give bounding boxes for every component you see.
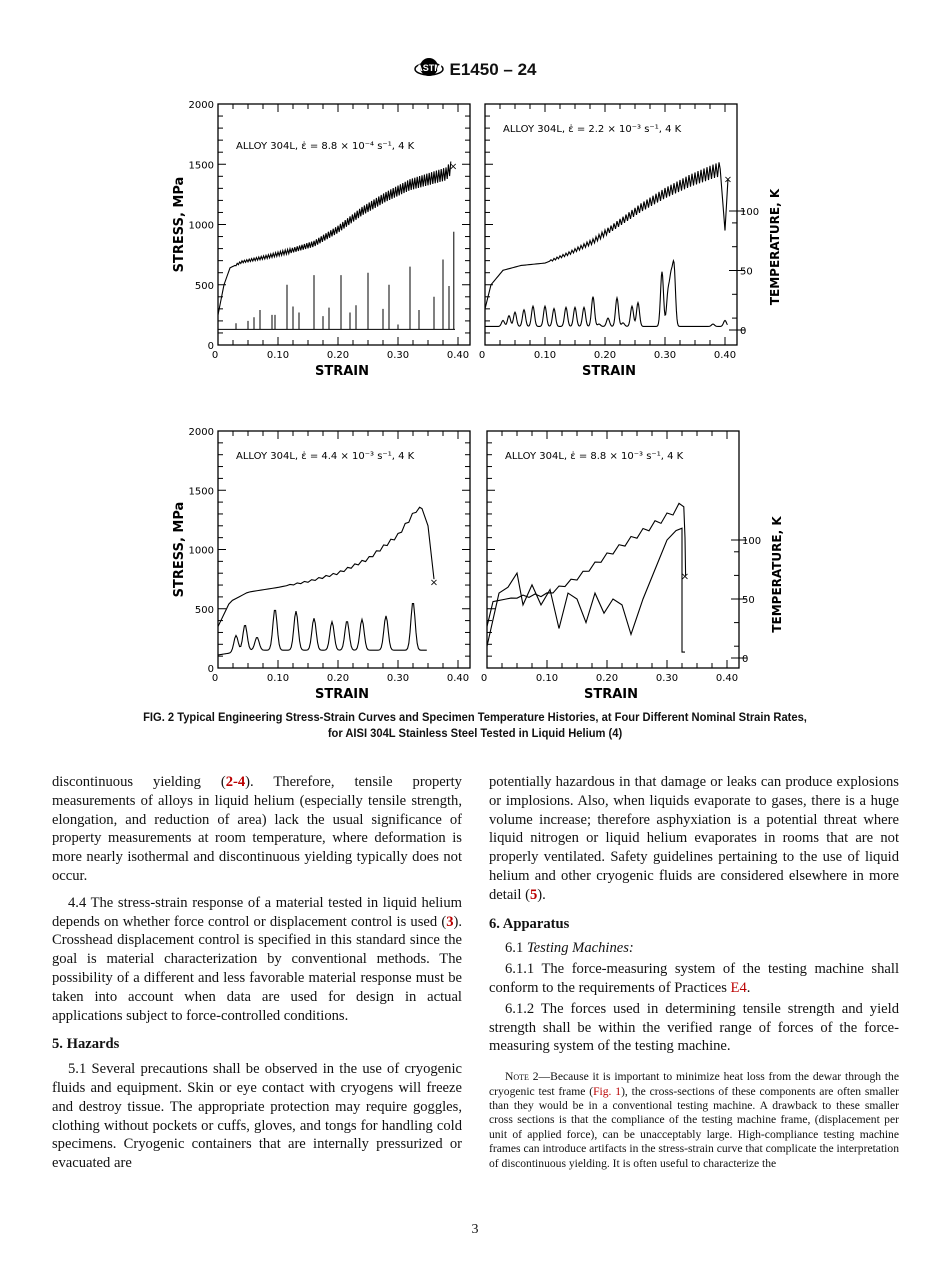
curve-annotation: ALLOY 304L, ε̇ = 2.2 × 10⁻³ s⁻¹, 4 K <box>503 124 682 135</box>
y2-tick-label: 100 <box>740 207 760 218</box>
figure-caption <box>70 709 879 741</box>
reference-link[interactable]: 5 <box>529 886 538 903</box>
fracture-mark: × <box>449 161 458 173</box>
x-tick-label: 0.10 <box>535 673 559 684</box>
reference-link[interactable]: 3 <box>446 913 454 930</box>
x-tick-label: 0 <box>211 350 219 361</box>
y-axis-label: STRESS, MPa <box>172 176 187 273</box>
y2-tick-label: 0 <box>742 654 749 665</box>
plot-frame <box>485 104 737 345</box>
plot-frame <box>487 431 739 668</box>
y-tick-label: 500 <box>194 280 214 292</box>
section-heading-apparatus: 6. Apparatus <box>489 915 570 932</box>
fracture-mark: × <box>723 174 733 186</box>
x-tick-label: 0.20 <box>595 673 619 684</box>
x-tick-label: 0 <box>478 350 486 361</box>
x-tick-label: 0.10 <box>266 350 290 361</box>
curve-annotation: ALLOY 304L, ε̇ = 4.4 × 10⁻³ s⁻¹, 4 K <box>236 451 415 462</box>
caption-line: for AISI 304L Stainless Steel Tested in Liquid Helium (4) <box>327 726 623 740</box>
x-tick-label: 0 <box>480 673 488 684</box>
x-tick-label: 0.10 <box>266 673 290 684</box>
svg-text:ASTM: ASTM <box>415 63 442 73</box>
fracture-mark: × <box>429 577 439 589</box>
x-tick-label: 0.30 <box>653 350 677 361</box>
y-tick-label: 2000 <box>188 100 214 111</box>
y2-tick-label: 100 <box>742 536 762 547</box>
curve-annotation: ALLOY 304L, ε̇ = 8.8 × 10⁻⁴ s⁻¹, 4 K <box>236 141 415 152</box>
standard-link-e4[interactable]: E4 <box>730 979 747 996</box>
stress-strain-curve <box>218 162 451 315</box>
x-tick-label: 0.40 <box>446 673 470 684</box>
x-tick-label: 0.20 <box>326 350 350 361</box>
plot-frame <box>218 431 470 668</box>
paragraph-6-1-2: 6.1.2 The forces used in determining tensile strength and yield strength shall be within the verified range of forces of the force-measuring system of the testing machine. <box>489 1000 899 1055</box>
y2-tick-label: 0 <box>740 326 747 337</box>
x-tick-label: 0.40 <box>446 350 470 361</box>
x-tick-label: 0.20 <box>593 350 617 361</box>
y-tick-label: 0 <box>207 664 214 675</box>
stress-strain-curve <box>218 507 434 626</box>
paragraph: discontinuous yielding (2-4). Therefore, tensile property measurements of alloys in liquid helium (especially tensile strength, elongation, and reduction of area) lack the usual significance of property measurements at room temperature, where deformation is more nearly isothermal and discontinuous yielding typically does not occur. <box>52 774 462 884</box>
stress-strain-curve <box>487 503 686 626</box>
y-tick-label: 1500 <box>188 160 214 172</box>
y-tick-label: 500 <box>194 604 214 616</box>
caption-line: FIG. 2 Typical Engineering Stress-Strain Curves and Specimen Temperature Histories, at Four Different Nominal Strain Rates, <box>143 710 807 724</box>
section-heading-hazards: 5. Hazards <box>52 1036 120 1053</box>
x-tick-label: 0.30 <box>655 673 679 684</box>
fracture-mark: × <box>680 571 690 583</box>
temperature-history-curve <box>485 261 727 327</box>
figure-link[interactable]: Fig. 1 <box>593 1084 622 1098</box>
y2-tick-label: 50 <box>742 595 755 606</box>
note-2: Note 2—Because it is important to minimize heat loss from the dewar through the cryogenic test frame (Fig. 1), the cross-sections of these components are often smaller than they would be in a conventional testing machine. A drawback to these smaller cross sections is that the compliance of the testing machine frame, (displacement per unit of applied force), can be unacceptably large. High-compliance testing machine frames can introduce artifacts in the stress-strain curve that complicate the interpretation of discontinuous yielding. It is often useful to characterize the <box>489 1070 899 1170</box>
curve-annotation: ALLOY 304L, ε̇ = 8.8 × 10⁻³ s⁻¹, 4 K <box>505 451 684 462</box>
temperature-history-curve <box>218 604 427 655</box>
x-axis-label: STRAIN <box>583 687 639 702</box>
y-tick-label: 1500 <box>188 486 214 498</box>
paragraph-4-4: 4.4 The stress-strain response of a material tested in liquid helium depends on whether force control or displacement control is used (3). Crosshead displacement control is specified in this standard since the goal is material characterization by conventional methods. The possibility of a different and less favorable material response must be taken into account when data are used for design in actual applications subject to force-controlled conditions. <box>52 894 462 1024</box>
left-column <box>52 773 462 1181</box>
right-column <box>489 773 899 1179</box>
stress-strain-curve <box>485 162 728 309</box>
x-axis-label: STRAIN <box>314 364 370 379</box>
y-tick-label: 1000 <box>188 545 214 557</box>
paragraph: potentially hazardous in that damage or leaks can produce explosions or implosions. Also, when liquids evaporate to gases, there is a huge volume increase; therefore asphyxiation is a potential threat where liquid nitrogen or liquid helium evaporates in rooms that are not properly ventilated. Safety guidelines pertaining to the use of liquid helium and other cryogenic fluids are considered elsewhere in more detail (5). <box>489 774 899 903</box>
x-tick-label: 0.40 <box>713 350 737 361</box>
y2-axis-label: TEMPERATURE, K <box>770 516 784 633</box>
paragraph-6-1: 6.1 Testing Machines: <box>505 940 634 957</box>
reference-link[interactable]: 2-4 <box>225 774 246 790</box>
y-tick-label: 2000 <box>188 427 214 438</box>
temperature-history-curve <box>487 528 685 652</box>
page-number: 3 <box>471 1222 479 1237</box>
x-axis-label: STRAIN <box>314 687 370 702</box>
x-tick-label: 0 <box>211 673 219 684</box>
y2-tick-label: 50 <box>740 266 753 278</box>
designation: E1450 – 24 <box>449 59 537 79</box>
paragraph-6-1-1: 6.1.1 The force-measuring system of the testing machine shall conform to the requirements of Practices E4. <box>489 961 899 996</box>
y-tick-label: 1000 <box>188 220 214 232</box>
y2-axis-label: TEMPERATURE, K <box>768 188 782 306</box>
x-tick-label: 0.30 <box>386 350 410 361</box>
y-axis-label: STRESS, MPa <box>172 501 187 598</box>
y-tick-label: 0 <box>207 341 214 352</box>
x-tick-label: 0.40 <box>715 673 739 684</box>
x-axis-label: STRAIN <box>581 364 637 379</box>
x-tick-label: 0.30 <box>386 673 410 684</box>
x-tick-label: 0.20 <box>326 673 350 684</box>
paragraph-5-1: 5.1 Several precautions shall be observed in the use of cryogenic fluids and equipment. Skin or eye contact with cryogens will freeze and destroy tissue. The appropriate protection may require goggles, clothing without pockets or cuffs, gloves, and tongs for handling cold specimens. Cryogenic containers that are internally pressurized or evacuated are <box>52 1061 462 1172</box>
x-tick-label: 0.10 <box>533 350 557 361</box>
